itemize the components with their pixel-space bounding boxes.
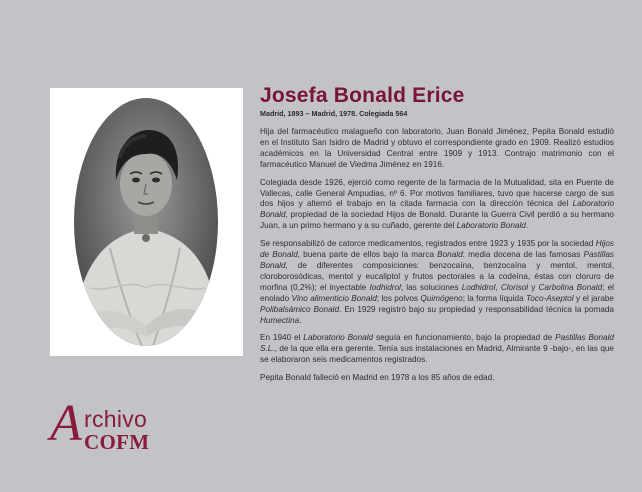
text-run: , [495,282,501,292]
text-run: y el jarabe [573,293,614,303]
text-run: , de diferentes composiciones: benzocaína, benzocaína y mentol, mentol, cloroborosódicas, mentol y eucaliptol y frutos pectorales a la codeína, éstas con cloruro de morfina (0,2%); el inyectable [260,260,614,292]
person-name: Josefa Bonald Erice [260,84,465,107]
italic-text-run: Pastillas Bonald S.L. [260,333,614,354]
biography-paragraph [260,239,614,326]
text-run: ; los polvos [376,293,421,303]
biography-paragraph [260,127,614,171]
italic-text-run: Iodhidrol [369,282,401,292]
archivo-cofm-logo [50,395,220,456]
italic-text-run: Vino alimenticio Bonald [291,293,377,303]
text-run: y [528,282,539,292]
text-run: ; el enolado [260,282,614,303]
portrait-photo-frame [50,88,243,356]
italic-text-run: Laboratorio Bonald [456,221,526,231]
italic-text-run: Clorisol [500,282,529,292]
italic-text-run: Hijos de Bonald [260,239,614,260]
text-run: . [525,221,529,231]
biography-paragraphs [260,127,614,384]
text-run: En 1940 el [260,333,304,343]
italic-text-run: Carbolina Bonald [538,282,603,292]
text-run: . [299,315,302,325]
italic-text-run: Laboratorio Bonald [260,199,614,220]
text-run: , propiedad de la sociedad Hijos de Bonald. Durante la Guerra Civil perdió a su hermano Juan, a un primo hermano y a su cuñado, gerente del [260,210,614,231]
text-run: : media docena de las famosas [462,250,584,260]
text-run: ; la forma líquida [462,293,527,303]
italic-text-run: Polibalsámico Bonald [260,304,340,314]
text-run: Pepita Bonald falleció en Madrid en 1978 a los 85 años de edad. [260,373,495,383]
logo-initial: A [50,395,82,452]
text-run: ; las soluciones [400,282,462,292]
biography-paragraph [260,333,614,366]
text-run: . En 1929 registró bajo su propiedad y responsabilidad técnica la pomada [339,304,614,314]
person-subtitle: Madrid, 1893 – Madrid, 1978. Colegiada 564 [260,109,408,118]
text-run: , buena parte de ellos bajo la marca [297,250,438,260]
logo-top-text: rchivo [84,406,148,432]
italic-text-run: Pastillas Bonald [260,250,614,270]
italic-text-run: Bonald [437,250,463,260]
italic-text-run: Lodhidrol [461,282,496,292]
logo-bottom-text: COFM [84,430,150,454]
text-run: Colegiada desde 1926, ejerció como regente de la farmacia de la Mutualidad, sita en Puente de Vallecas, calle General Ampudias, nº 6. Por motivos familiares, tuvo que hacerse cargo de sus dos hijos y alternó el trabajo en la citada farmacia con la dirección técnica del [260,177,614,209]
biography-content [260,84,614,391]
italic-text-run: Humectina [260,315,300,325]
italic-text-run: Toco-Aseptol [526,293,574,303]
portrait-photo [50,88,243,356]
text-run: Hija del farmacéutico malagueño con laboratorio, Juan Bonald Jiménez, Pepita Bonald estudió en el Instituto San Isidro de Madrid y obtuvo el correspondiente grado en 1909. Realizó estudios académicos en la Universidad Central entre 1909 y 1913. Contrajo matrimonio con el farmacéutico Manuel de Viedma Jiménez en 1916. [260,127,614,169]
text-run: seguía en funcionamiento, bajo la propiedad de [373,333,556,343]
text-run: , de la que ella era gerente. Tenía sus instalaciones en Madrid, Almirante 9 -bajo-, en las que se elaboraron seis medicamentos registrados. [260,344,614,365]
italic-text-run: Quimógeno [420,293,463,303]
text-run: Se responsabilizó de catorce medicamentos, registrados entre 1923 y 1935 por la sociedad [260,239,596,249]
italic-text-run: Laboratorio Bonald [303,333,374,343]
biography-paragraph [260,373,614,384]
biography-paragraph [260,178,614,233]
